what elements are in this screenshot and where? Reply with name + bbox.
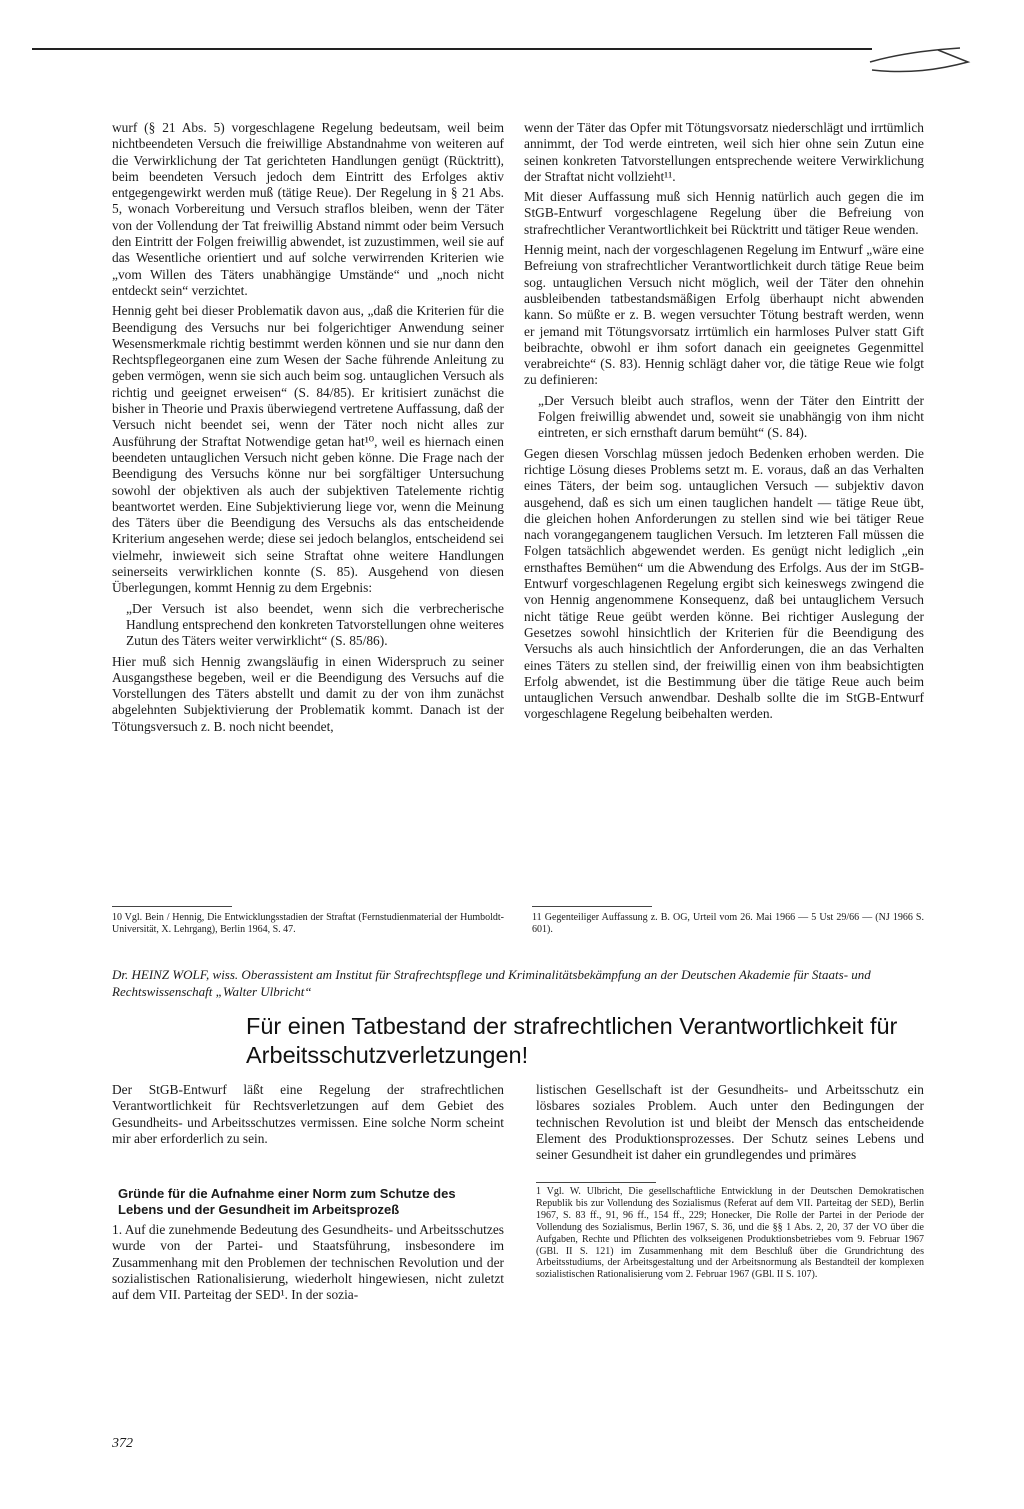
- paragraph: Mit dieser Auffassung muß sich Hennig natürlich auch gegen die im StGB-Entwurf vorgeschlagene Regelung über die Befreiung von strafrechtlicher Verantwortlichkeit bei Rücktritt und tätiger Reue wenden.: [524, 189, 924, 237]
- intro-paragraph: Der StGB-Entwurf läßt eine Regelung der strafrechtlichen Verantwortlichkeit für Rechtsverletzungen auf dem Gebiet des Gesundheits- und Arbeitsschutzes vermissen. Eine solche Norm scheint mir aber erforderlich zu sein.: [112, 1082, 504, 1146]
- article-title: Für einen Tatbestand der strafrechtlichen Verantwortlichkeit für Arbeitsschutzverletzungen!: [246, 1013, 898, 1068]
- page-number: 372: [112, 1436, 133, 1451]
- top-rule: [32, 48, 872, 50]
- left-column-top: [112, 120, 504, 735]
- footnote-rule: [532, 906, 652, 907]
- author-line: Dr. HEINZ WOLF, wiss. Oberassistent am Institut für Strafrechtspflege und Kriminalitätsbekämpfung an der Deutschen Akademie für Staats- und Rechtswissenschaft „Walter Ulbricht“: [112, 967, 871, 999]
- right-column-top: [524, 120, 924, 723]
- footnote-10: 10 Vgl. Bein / Hennig, Die Entwicklungsstadien der Straftat (Fernstudienmaterial der Humboldt-Universität, X. Lehrgang), Berlin 1964, S. 47.: [112, 912, 504, 935]
- paragraph: Hier muß sich Hennig zwangsläufig in einen Widerspruch zu seiner Ausgangsthese begeben, weil er die Beendigung des Versuchs auf die Vorstellungen des Täters abstellt und damit zu der von ihm zunächst abgelehnten Subjektivierung der Problematik kommt. Danach ist der Tötungsversuch z. B. noch nicht beendet,: [112, 653, 504, 734]
- footnote-1: 1 Vgl. W. Ulbricht, Die gesellschaftliche Entwicklung in der Deutschen Demokratischen Republik bis zur Vollendung des Sozialismus (Referat auf dem VII. Parteitag der SED), Berlin 1967, S. 83 ff., 91, 96 ff., 154 ff., 229; Honecker, Die Rolle der Partei in der Periode der Vollendung des Sozialismus, Berlin 1967, S. 36, und die §§ 1 Abs. 2, 20, 37 der VO über die Aufgaben, Rechte und Pflichten des volkseigenen Produktionsbetriebes vom 9. Februar 1967 (GBl. II S. 121) im Zusammenhang mit dem Beschluß über die Grundrichtung des Arbeitsstudiums, der Arbeitsgestaltung und der Arbeitsnormung als Bestandteil der komplexen sozialistischen Rationalisierung vom 2. Februar 1967 (GBl. II S. 107).: [536, 1186, 924, 1281]
- paragraph: Gegen diesen Vorschlag müssen jedoch Bedenken erhoben werden. Die richtige Lösung dieses Problems setzt m. E. voraus, daß an das Verhalten eines Täters, der beim sog. untauglichen Versuch — subjektiv davon ausgehend, daß es sich um einen tauglichen handelt — tätige Reue übt, die gleichen hohen Anforderungen zu stellen sind wie bei tätiger Reue nach vorangegangenem tauglichen Versuch. Im letzteren Fall müssen die Folgen tatsächlich abgewendet werden. Es genügt nicht lediglich „ein ernsthaftes Bemühen“ um die Abwendung des Erfolgs. Aus der im StGB-Entwurf vorgeschlagenen Regelung ergibt sich keineswegs zwingend die von Hennig angenommene Konsequenz, daß bei untauglichem Versuch nicht tätige Reue geübt werden könne. Bei richtiger Auslegung der Gesetzes sowohl hinsichtlich der Kriterien für die Beendigung des Versuchs als auch hinsichtlich der Anforderungen, die an das Verhalten eines Täters zu stellen sind, der freiwillig einen von ihm beabsichtigten Erfolg abwendet, ist die Bestimmung über die tätige Reue auch beim untauglichen Versuch anwendbar. Deshalb sollte die im StGB-Entwurf vorgeschlagene Regelung beibehalten werden.: [524, 445, 924, 722]
- paragraph: wurf (§ 21 Abs. 5) vorgeschlagene Regelung bedeutsam, weil beim nichtbeendeten Versuch die freiwillige Abstandnahme von weiteren auf die Verwirklichung der Tat gerichteten Handlungen genügt (Rücktritt), beim beendeten Versuch jedoch dem Eintritt des Erfolges aktiv entgegengewirkt werden muß (tätige Reue). Der Regelung in § 21 Abs. 5, wonach Vorbereitung und Versuch straflos bleiben, wenn der Täter von der Vollendung der Tat freiwillig Abstand nimmt oder beim Versuch den Eintritt der Folgen freiwillig abwendet, ist zuzustimmen, weil sie auf das Wesentliche orientiert und auf solche verwirrenden Kriterien wie „vom Willen des Täters unabhängige Umstände“ und „noch nicht entdeckt sein“ verzichtet.: [112, 120, 504, 298]
- footnote-11: 11 Gegenteiliger Auffassung z. B. OG, Urteil vom 26. Mai 1966 — 5 Ust 29/66 — (NJ 1966 S. 601).: [532, 912, 924, 935]
- corner-scribble: [868, 40, 988, 80]
- footnote-rule: [112, 906, 232, 907]
- paragraph: Hennig geht bei dieser Problematik davon aus, „daß die Kriterien für die Beendigung des Versuchs nur bei folgerichtiger Anwendung seiner Wesensmerkmale richtig bestimmt werden können und sie nur dann den Rechtspflegeorganen eine zum Wesen der Sache führende Anleitung zu geben vermögen, wenn sie sich auch beim sog. untauglichen Versuch als richtig und geeignet erweisen“ (S. 84/85). Er kritisiert zunächst die bisher in Theorie und Praxis überwiegend vertretene Auffassung, daß der Versuch nicht beendet sei, wenn der Täter noch nicht alles zur Ausführung der Straftat Notwendige getan hat¹⁰, weil es hiernach einen beendeten untauglichen Versuch nicht geben könne. Die Frage nach der Beendigung des Versuchs könne nur bei sorgfältiger Untersuchung sowohl der objektiven als auch der subjektiven Tatelemente richtig beantwortet werden. Eine Subjektivierung liege vor, wenn die Meinung des Täters über die Beendigung des Versuchs als das entscheidende Kriterium angesehen werde; diese sei jedoch belanglos, entscheidend sei vielmehr, inwieweit sich seine Straftat ohne weitere Handlungen seinerseits verwirklichen konnte (S. 85). Ausgehend von diesen Überlegungen, kommt Hennig zu dem Ergebnis:: [112, 303, 504, 596]
- block-quote: „Der Versuch bleibt auch straflos, wenn der Täter den Eintritt der Folgen freiwillig abwendet und, soweit sie unabhängig von ihm nicht eintreten, er sich ernsthaft darum bemüht“ (S. 84).: [538, 392, 924, 441]
- footnote-rule: [536, 1182, 656, 1183]
- paragraph: Hennig meint, nach der vorgeschlagenen Regelung im Entwurf „wäre eine Befreiung von strafrechtlicher Verantwortlichkeit durch tätige Reue beim sog. untauglichen Versuch nicht möglich, weil der Täter den ohnehin ausbleibenden tatbestandsmäßigen Erfolg überhaupt nicht abwenden kann. So müßte er z. B. wegen versuchter Tötung bestraft werden, wenn er jemand mit Tötungsvorsatz irrtümlich ein harmloses Pulver statt Gift beibrachte, obwohl er ihm sofort danach ein geeignetes Gegenmittel verabreichte“ (S. 83). Hennig schlägt daher vor, die tätige Reue wie folgt zu definieren:: [524, 242, 924, 388]
- section-paragraph: 1. Auf die zunehmende Bedeutung des Gesundheits- und Arbeitsschutzes wurde von der Partei- und Staatsführung, insbesondere im Zusammenhang mit den Problemen der technischen Revolution und der sozialistischen Rationalisierung, wiederholt hingewiesen, nicht zuletzt auf dem VII. Parteitag der SED¹. In der sozia-: [112, 1222, 504, 1303]
- block-quote: „Der Versuch ist also beendet, wenn sich die verbrecherische Handlung entsprechend den konkreten Tatvorstellungen ohne weiteres Zutun des Täters weiter verwirklicht“ (S. 85/86).: [126, 600, 504, 649]
- right-column-bottom: listischen Gesellschaft ist der Gesundheits- und Arbeitsschutz ein lösbares soziales Problem. Auch unter den Bedingungen der technischen Revolution ist und bleibt der Mensch das entscheidende Element des Produktionsprozesses. Der Schutz seines Lebens und seiner Gesundheit ist daher ein grundlegendes und primäres: [536, 1082, 924, 1163]
- section-heading: Gründe für die Aufnahme einer Norm zum Schutze des Lebens und der Gesundheit im Arbeitsprozeß: [118, 1186, 456, 1217]
- paragraph: wenn der Täter das Opfer mit Tötungsvorsatz niederschlägt und irrtümlich annimmt, der Tod werde eintreten, weil sich hier ohne sein Zutun eine seinen konkreten Tatvorstellungen entsprechende weitere Verwirklichung der Straftat nicht vollzieht¹¹.: [524, 120, 924, 184]
